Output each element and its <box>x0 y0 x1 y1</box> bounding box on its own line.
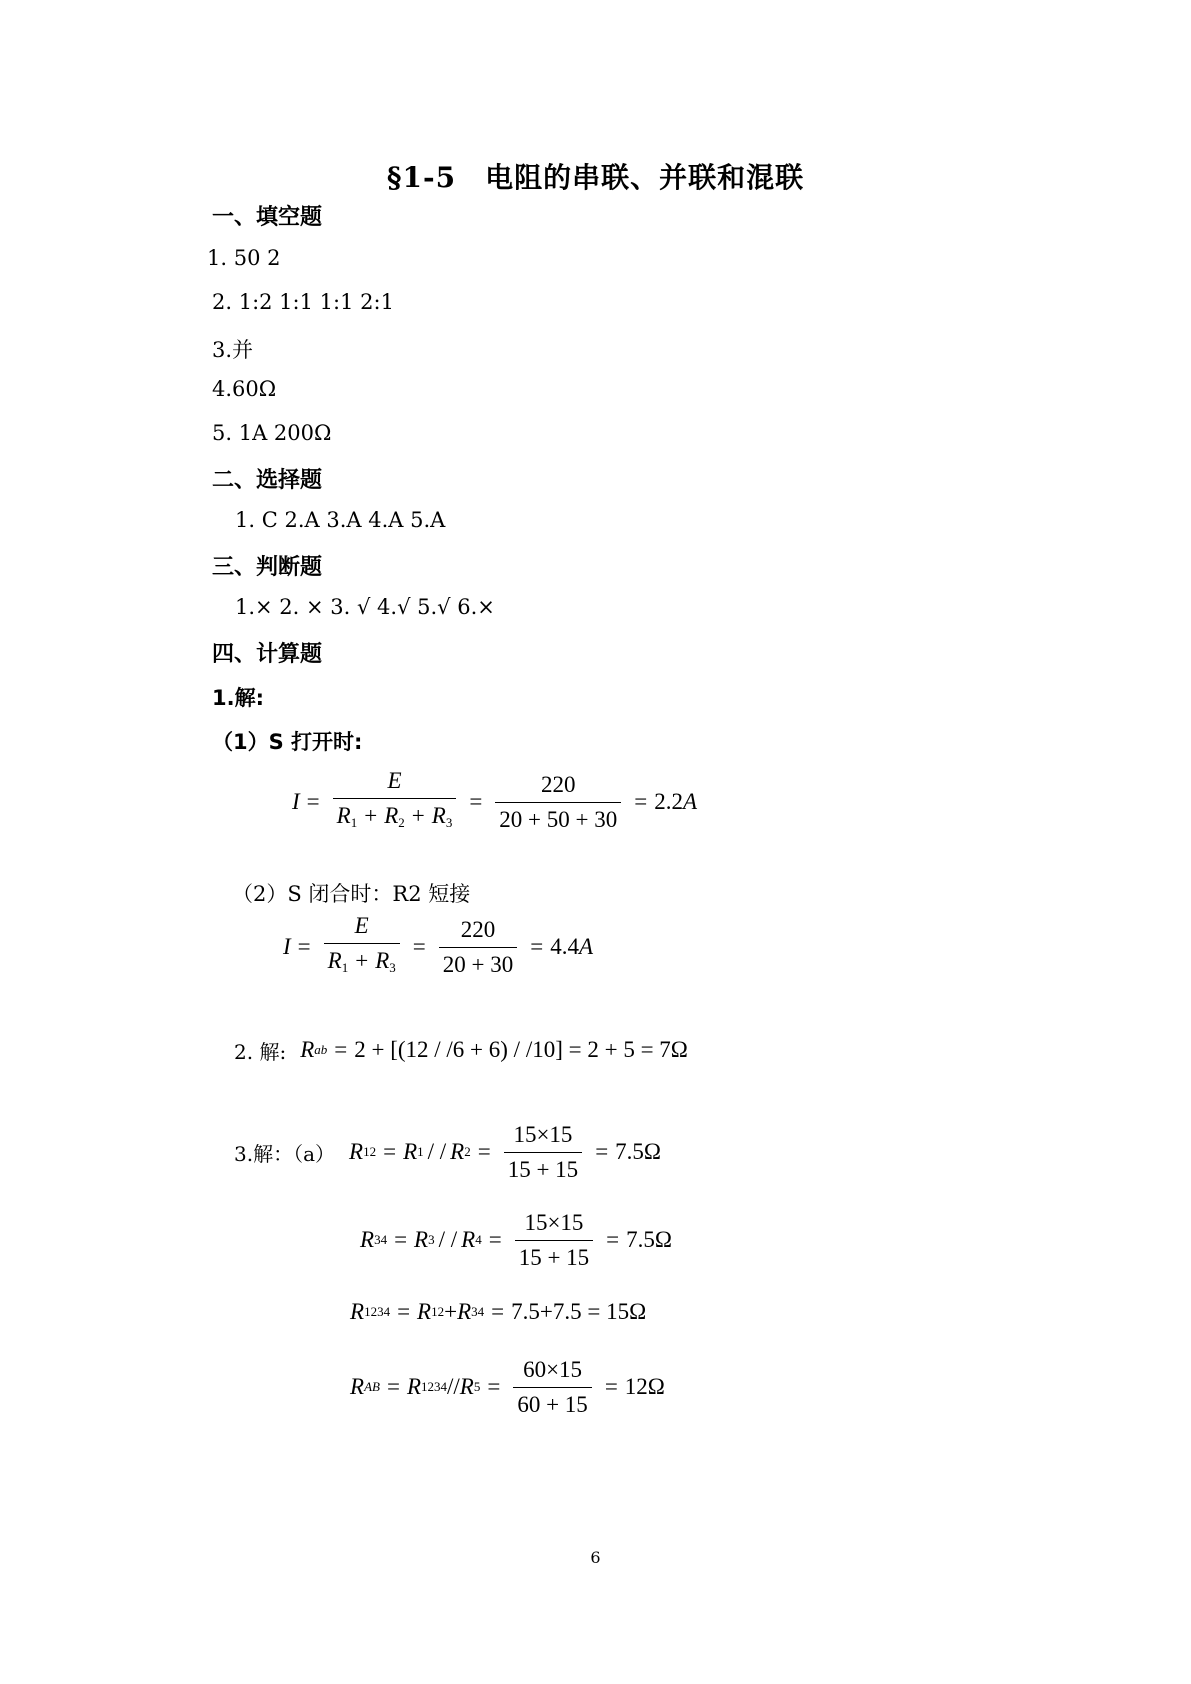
q3-equation-r1234: R 1234 = R 12 + R 34 = 7.5+7.5 = 15Ω <box>350 1299 647 1324</box>
section-heading-fill: 一、填空题 <box>212 205 323 230</box>
q1-case2-label: （2）S 闭合时：R2 短接 <box>232 882 471 906</box>
section-heading-calc: 四、计算题 <box>212 642 323 667</box>
fill-answer-1: 1. 50 2 <box>207 246 281 270</box>
eq2-result: 4.4 <box>550 934 579 959</box>
page-title: §1-5 电阻的串联、并联和混联 <box>386 161 805 194</box>
equation-current-open: I = $\frac{E}{R_1 + R_2 + R_3}$ = $\frac{220}{20 + 50 + 30}$ = 2.2 A <box>292 770 697 834</box>
q3-label: 3.解：（a） <box>234 1141 336 1166</box>
eq1-fraction-symbolic: $\frac{E}{R_1 + R_2 + R_3}$ <box>333 767 457 837</box>
q3-equation-r34: R 34 = R 3 / / R 4 = $\frac{15\times 15}{15 + 15}$ = 7.5Ω <box>360 1209 672 1270</box>
q2-expression: 2 + [(12 / /6 + 6) / /10] = 2 + 5 = 7Ω <box>354 1037 688 1062</box>
eq1-lhs: I <box>292 789 300 814</box>
q1-case1-label: （1）S 打开时: <box>212 730 363 754</box>
fill-answer-3: 3.并 <box>212 338 254 362</box>
q3-equation-r12: 3.解：（a） R 12 = R 1 / / R 2 = $\frac{15\times 15}{15 + 15}$ = 7.5Ω <box>234 1121 662 1182</box>
eq1-result: 2.2 <box>654 789 683 814</box>
section-heading-judge: 三、判断题 <box>212 555 323 580</box>
fill-answer-2: 2. 1:2 1:1 1:1 2:1 <box>212 290 394 314</box>
q3-equation-rab: R AB = R 1234 // R 5 = $\frac{60\times 15}{60 + 15}$ = 12Ω <box>350 1356 665 1417</box>
choice-answers: 1. C 2.A 3.A 4.A 5.A <box>235 508 446 532</box>
fill-answer-5: 5. 1A 200Ω <box>212 421 332 445</box>
eq1-unit: A <box>682 789 698 814</box>
q2-equation: 2. 解: R ab = 2 + [(12 / /6 + 6) / /10] = 2 + 5 = 7Ω <box>234 1037 688 1064</box>
eq1-num: E <box>387 768 402 793</box>
page-number: 6 <box>590 1548 601 1567</box>
eq2-fraction-symbolic: $\frac{E}{R_1 + R_3}$ <box>324 912 400 982</box>
q2-label: 2. 解: <box>234 1039 287 1064</box>
fill-answer-4: 4.60Ω <box>212 377 277 401</box>
eq2-fraction-numeric: $\frac{220}{20 + 30}$ <box>439 916 517 979</box>
eq1-fraction-numeric: $\frac{220}{20 + 50 + 30}$ <box>495 771 621 834</box>
judge-answers: 1.× 2. × 3. √ 4.√ 5.√ 6.× <box>235 595 495 619</box>
equation-current-closed: I = $\frac{E}{R_1 + R_3}$ = $\frac{220}{20 + 30}$ = 4.4 A <box>283 915 593 979</box>
section-heading-choice: 二、选择题 <box>212 468 323 493</box>
q1-label: 1.解: <box>212 686 264 710</box>
